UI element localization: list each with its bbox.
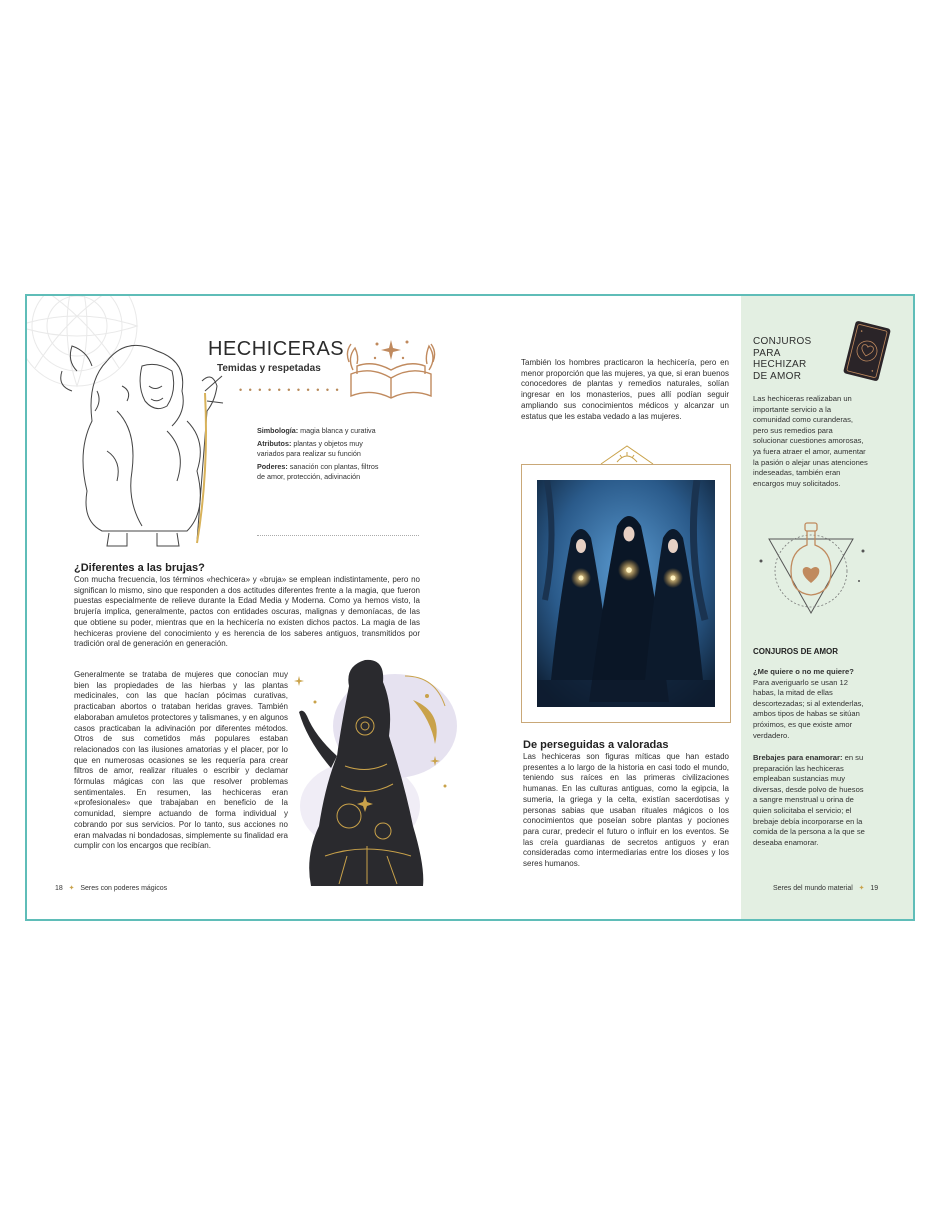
page-number-left: 18 <box>55 885 63 892</box>
running-head-right: Seres del mundo material <box>773 885 853 892</box>
potion-bottle-icon <box>751 521 871 621</box>
paragraph-2: Generalmente se trataba de mujeres que conocían muy bien las propiedades de las hierbas y las plantas medicinales, con las que hacían pócimas curativas, practicaban abortos o trataban heridas graves. También elaboraban amuletos protectores y talismanes, y en algunos casos practicaban la adivinación por diferentes métodos. Otros de sus cometidos más populares estaban relacionados con las ilusiones amatorias y el placer, por lo que en numerosas ocasiones se les requería para crear filtros de amor, realizar rituales o escribir y declamar fórmulas mágicas con las que resolver problemas sentimentales. En resumen, las hechiceras eran «profesionales» que trabajaban en beneficio de la comunidad, siempre actuando de forma individual y cobrando por sus servicios. Por lo tanto, sus acciones no eran malvadas ni bondadosas, simplemente su finalidad era cumplir con los encargos que recibían. <box>74 670 288 851</box>
footer-right <box>773 884 878 892</box>
sorceress-sketch-illustration <box>47 331 227 556</box>
section-heading-diferentes: ¿Diferentes a las brujas? <box>74 562 205 574</box>
paragraph-4: Las hechiceras son figuras míticas que han estado presentes a lo largo de la historia en casi todo el mundo, teniendo sus raíces en las primeras civilizaciones humanas. En las culturas antiguas, como la egipcia, la sumeria, la griega y la celta, existían sacerdotisas y personas sabias que usaban rituales mágicos o los conocimientos que poseían sobre plantas y pociones para curar, predecir el futuro o influir en los eventos. Se las creía guardianas de secretos antiguos y eran consideradas como intermediarias entre los dioses y los seres humanos. <box>523 752 729 869</box>
sidebar-brebajes: Brebajes para enamorar: en su preparación las hechiceras empleaban sustancias muy diversas, desde polvo de huesos a sangre menstrual u orina de quien solicitaba el servicio; el brebaje debía incorporarse en la comida de la persona a la que se deseaba enamorar. <box>753 753 865 847</box>
open-book-icon <box>345 334 437 402</box>
paragraph-1: Con mucha frecuencia, los términos «hechicera» y «bruja» se emplean indistintamente, pero no significan lo mismo, sino que responden a dos actitudes diferentes frente a la magia, que fueron puestas especialmente de relieve durante la Edad Media y Moderna. Como ya hemos visto, la brujería implica, generalmente, pactos con entidades oscuras, malignas y demoníacas, de las que obtiene su poder, mientras que en la hechicería no existen dichos pactos. La magia de las hechiceras proviene del conocimiento y es herencia de los saberes antiguos, transmitidos por tradición oral de generación en generación. <box>74 575 420 649</box>
tarot-card-icon <box>841 318 893 384</box>
dotted-ornament: • • • • • • • • • • • <box>239 385 341 395</box>
info-poderes: Poderes: sanación con plantas, filtros de amor, protección, adivinación <box>257 461 379 481</box>
sun-arch-ornament <box>597 444 657 466</box>
sidebar-intro: Las hechiceras realizaban un importante servicio a la comunidad como curanderas, pero sus remedios para solucionar cuestiones amorosas, ya fuera atraer el amor, aumentar la pasión o alejar unas atenciones indeseadas, también eran encargos muy solicitados. <box>753 394 868 488</box>
star-icon: ✦ <box>858 885 865 892</box>
divider <box>257 535 419 536</box>
three-hooded-women-photo <box>537 480 715 707</box>
sidebar-subheading: CONJUROS DE AMOR <box>753 647 839 656</box>
section-heading-perseguidas: De perseguidas a valoradas <box>523 739 669 751</box>
paragraph-3: También los hombres practicaron la hechicería, pero en menor proporción que las mujeres, ya que, si eran buenos conocedores de plantas y remedios naturales, solían ingresar en los monasterios, pues allí podían seguir ampliando sus conocimientos médicos y alcanzar un estatus que les estaba vedado a las mujeres. <box>521 358 729 421</box>
page-subtitle: Temidas y respetadas <box>217 363 321 374</box>
sidebar-title: CONJUROS PARA HECHIZAR DE AMOR <box>753 336 812 382</box>
info-box <box>257 426 382 485</box>
page-number-right: 19 <box>870 885 879 892</box>
footer-left <box>55 884 167 892</box>
celestial-silhouette-illustration <box>285 656 460 901</box>
page-title: HECHICERAS <box>208 338 345 360</box>
running-head-left: Seres con poderes mágicos <box>80 885 168 892</box>
star-icon: ✦ <box>68 885 75 892</box>
sidebar-question: ¿Me quiere o no me quiere? Para averiguarlo se usan 12 habas, la mitad de ellas descortezadas; si al extenderlas, ambos tipos de habas se sitúan próximos, es que existe amor verdadero. <box>753 667 864 740</box>
info-simbologia: Simbología: magia blanca y curativa <box>257 426 376 435</box>
book-spread <box>25 294 915 921</box>
info-atributos: Atributos: plantas y objetos muy variados para realizar su función <box>257 438 363 458</box>
